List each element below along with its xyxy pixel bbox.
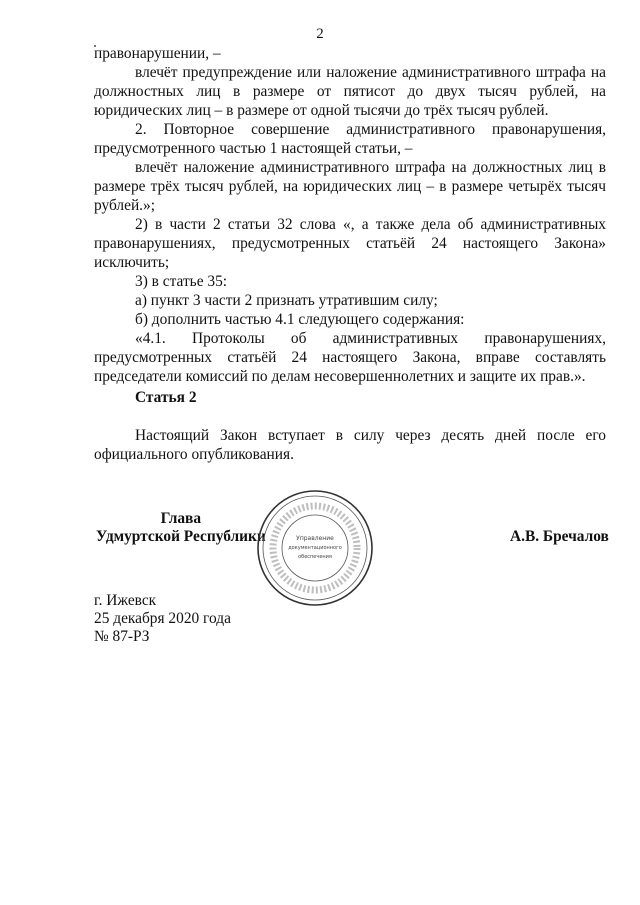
page-number: 2 <box>316 26 324 42</box>
seal-center-line1: Управление <box>296 535 334 542</box>
paragraph: а) пункт 3 части 2 признать утратившим силу; <box>135 292 438 309</box>
seal-center-line3: обеспечения <box>298 554 332 560</box>
seal-center-line2: документационного <box>288 545 342 551</box>
date: 25 декабря 2020 года <box>94 610 231 627</box>
document-footer <box>94 592 231 646</box>
paragraph: правонарушении, – <box>94 45 221 62</box>
paragraph: 2) в части 2 статьи 32 слова «, а также дела об административных правонарушениях, предусмотренных статьёй 24 настоящего Закона» исключить; <box>94 216 606 271</box>
amendment-text <box>94 44 606 386</box>
signatory-title-line2: Удмуртской Республики <box>96 528 266 545</box>
paragraph: Настоящий Закон вступает в силу через десять дней после его официального опубликования. <box>94 427 606 463</box>
signatory-name: А.В. Бречалов <box>510 528 609 545</box>
signatory-title <box>96 510 266 546</box>
paragraph: 2. Повторное совершение административного правонарушения, предусмотренного частью 1 настоящей статьи, – <box>94 121 606 157</box>
paragraph: б) дополнить частью 4.1 следующего содержания: <box>135 311 465 328</box>
signatory-title-line1: Глава <box>160 510 202 527</box>
paragraph: влечёт наложение административного штрафа на должностных лиц в размере трёх тысяч рублей, на юридических лиц – в размере четырёх тысяч рублей.»; <box>94 159 606 214</box>
official-seal-icon <box>255 488 375 608</box>
paragraph: «4.1. Протоколы об административных правонарушениях, предусмотренных статьёй 24 настоящего Закона, вправе составлять председатели комиссий по делам несовершеннолетних и защите их прав.». <box>94 330 606 385</box>
article-text <box>94 426 606 464</box>
law-number: № 87-РЗ <box>94 628 150 645</box>
paragraph: 3) в статье 35: <box>135 273 228 290</box>
article-heading: Статья 2 <box>135 389 197 406</box>
paragraph: влечёт предупреждение или наложение административного штрафа на должностных лиц в размере от пятисот до двух тысяч рублей, на юридических лиц – в размере от одной тысячи до трёх тысяч рублей. <box>94 64 606 119</box>
place: г. Ижевск <box>94 592 157 609</box>
